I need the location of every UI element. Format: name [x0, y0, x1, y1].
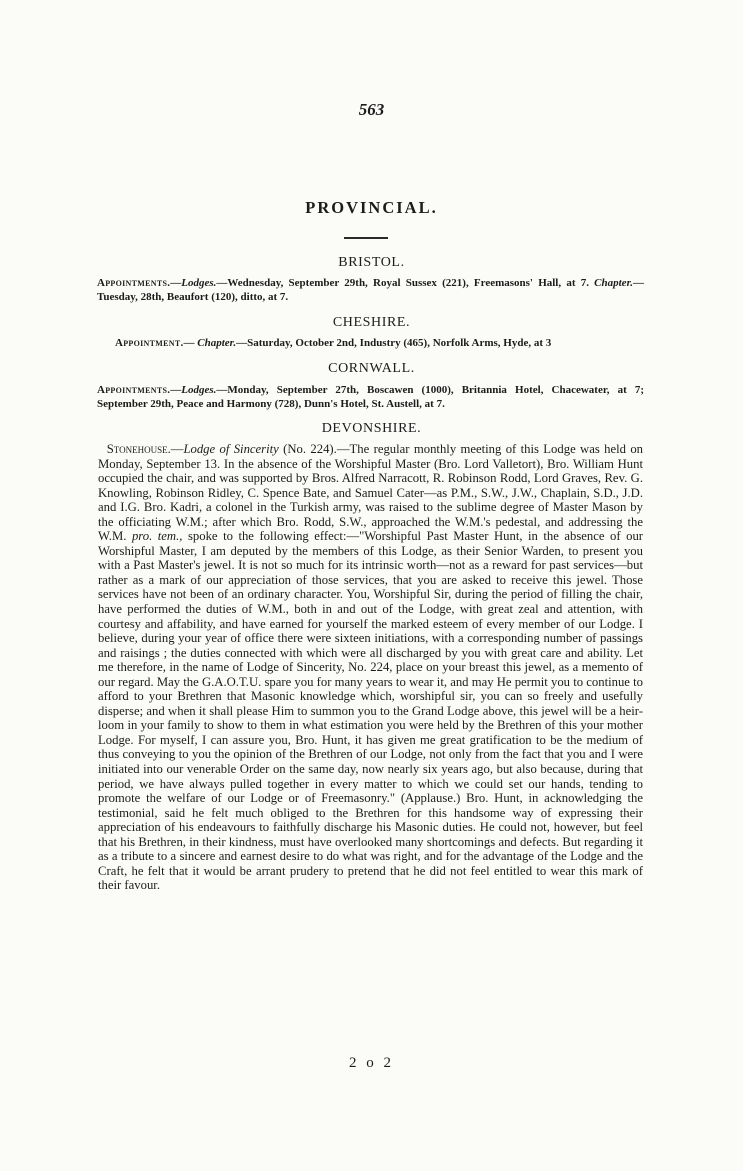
cheshire-chapter-text: Saturday, October 2nd, Industry (465), Norfolk Arms, Hyde, at 3	[247, 337, 552, 349]
printer-signature: 2 o 2	[349, 1055, 394, 1071]
cornwall-appointments: Appointments.—Lodges.—Monday, September 27th, Boscawen (1000), Britannia Hotel, Chacewater, at 7; September 29th, Peace and Harmony (728), Dunn's Hotel, St. Austell, at 7.	[97, 384, 644, 410]
title-rule	[344, 237, 388, 239]
section-heading-cheshire: CHESHIRE.	[332, 315, 411, 330]
appointments-label: Appointments.	[97, 384, 171, 396]
lodges-label: Lodges.	[181, 277, 217, 289]
page-title: PROVINCIAL.	[305, 198, 438, 217]
chapter-label: Chapter.	[197, 337, 237, 349]
section-heading-bristol: BRISTOL.	[338, 255, 405, 270]
appointments-label: Appointments.	[97, 277, 171, 289]
section-heading-devonshire: DEVONSHIRE.	[321, 421, 422, 436]
cornwall-lodges-text: Monday, September 27th, Boscawen (1000), Britannia Hotel, Chacewater, at 7; September 29th, Peace and Harmony (728), Dunn's Hotel, St. Austell, at 7.	[97, 384, 644, 410]
bristol-lodges-text: Wednesday, September 29th, Royal Sussex (221), Freemasons' Hall, at 7.	[227, 277, 589, 289]
report-body-part2: spoke to the following effect:—"Worshipful Past Master Hunt, in the absence of our Worshipful Master, I am deputed by the members of this Lodge, as their Senior Warden, to present you with a Past Master's jewel. It is not so much for its intrinsic worth—not as a reward for past services—but rather as a mark of our appreciation of those services, that you are asked to receive this jewel. Those services have not been of an ordinary character. You, Worshipful Sir, during the period of filling the chair, have performed the duties of W.M., both in and out of the Lodge, with great zeal and attention, with courtesy and affability, and have earned for yourself the marked esteem of every member of our Lodge. I believe, during your year of office there were sixteen initiations, with a corresponding number of passings and raisings ; the duties connected with which were all discharged by you with great care and ability. Let me therefore, in the name of Lodge of Sincerity, No. 224, place on your breast this jewel, as a memento of our regard. May the G.A.O.T.U. spare you for many years to wear it, and may He permit you to continue to afford to your Brethren that Masonic knowledge which, worshipful sir, you can so freely and usefully disperse; and when it shall please Him to summon you to the Grand Lodge above, this jewel will be a heir-loom in your family to show to them in what estimation you were held by the Brethren of this your mother Lodge. For myself, I can assure you, Bro. Hunt, it has given me great gratification to be the medium of thus conveying to you the opinion of the Brethren of our Lodge, not only from the fact that you and I were initiated into our venerable Order on the same day, now nearly six years ago, but also because, during that period, we have always pulled together in every matter to which we could set our hands, tending to promote the welfare of our Lodge or of Freemasonry." (Applause.) Bro. Hunt, in acknowledging the testimonial, said he felt much obliged to the Brethren for this handsome way of expressing their appreciation of his endeavours to faithfully discharge his Masonic duties. He could not, however, but feel that his Brethren, in their kindness, must have overlooked many shortcomings and defects. But regarding it as a tribute to a sincere and earnest desire to do what was right, and for the advantage of the Lodge and the Craft, he felt that it would be arrant prudery to pretend that he did not feel entitled to wear this mark of their favour.	[98, 529, 644, 893]
lodge-number: (No. 224).	[283, 442, 337, 456]
report-body-part1: The regular monthly meeting of this Lodge was held on Monday, September 13. In the absence of the Worshipful Master (Bro. Lord Valletort), Bro. William Hunt occupied the chair, and was supported by Bros. Alfred Narracott, R. Robinson Rodd, Lord Graves, Rev. G. Knowling, Robinson Ridley, C. Spence Bate, and Samuel Cater—as P.M., S.W., J.W., Chaplain, S.D., J.D. and I.G. Bro. Kadri, a colonel in the Turkish army, was raised to the sublime degree of Master Mason by the officiating W.M.; after which Bro. Rodd, S.W., approached the W.M.'s pedestal, and addressing the W.M.	[98, 442, 644, 544]
appointment-label: Appointment.	[115, 337, 184, 349]
pro-tem-note: pro. tem.,	[131, 529, 183, 544]
place-name: Stonehouse.	[106, 442, 171, 456]
bristol-chapter-text: Tuesday, 28th, Beaufort (120), ditto, at 7.	[97, 291, 289, 303]
devonshire-report: Stonehouse.—Lodge of Sincerity (No. 224).—The regular monthly meeting of this Lodge was held on Monday, September 13. In the absence of the Worshipful Master (Bro. Lord Valletort), Bro. William Hunt occupied the chair, and was supported by Bros. Alfred Narracott, R. Robinson Rodd, Lord Graves, Rev. G. Knowling, Robinson Ridley, C. Spence Bate, and Samuel Cater—as P.M., S.W., J.W., Chaplain, S.D., J.D. and I.G. Bro. Kadri, a colonel in the Turkish army, was raised to the sublime degree of Master Mason by the officiating W.M.; after which Bro. Rodd, S.W., approached the W.M.'s pedestal, and addressing the W.M. pro. tem., spoke to the following effect:—"Worshipful Past Master Hunt, in the absence of our Worshipful Master, I am deputed by the members of this Lodge, as their Senior Warden, to present you with a Past Master's jewel. It is not so much for its intrinsic worth—not as a reward for past services—but rather as a mark of our appreciation of those services, that you are asked to receive this jewel. Those services have not been of an ordinary character. You, Worshipful Sir, during the period of filling the chair, have performed the duties of W.M., both in and out of the Lodge, with great zeal and attention, with courtesy and affability, and have earned for yourself the marked esteem of every member of our Lodge. I believe, during your year of office there were sixteen initiations, with a corresponding number of passings and raisings ; the duties connected with which were all discharged by you with great care and ability. Let me therefore, in the name of Lodge of Sincerity, No. 224, place on your breast this jewel, as a memento of our regard. May the G.A.O.T.U. spare you for many years to wear it, and may He permit you to continue to afford to your Brethren that Masonic knowledge which, worshipful sir, you can so freely and usefully disperse; and when it shall please Him to summon you to the Grand Lodge above, this jewel will be a heir-loom in your family to show to them in what estimation you were held by the Brethren of this your mother Lodge. For myself, I can assure you, Bro. Hunt, it has given me great gratification to be the medium of thus conveying to you the opinion of the Brethren of our Lodge, not only from the fact that you and I were initiated into our venerable Order on the same day, now nearly six years ago, but also because, during that period, we have always pulled together in every matter to which we could set our hands, tending to promote the welfare of our Lodge or of Freemasonry." (Applause.) Bro. Hunt, in acknowledging the testimonial, said he felt much obliged to the Brethren for this handsome way of expressing their appreciation of his endeavours to faithfully discharge his Masonic duties. He could not, however, but feel that his Brethren, in their kindness, must have overlooked many shortcomings and defects. But regarding it as a tribute to a sincere and earnest desire to do what was right, and for the advantage of the Lodge and the Craft, he felt that it would be arrant prudery to pretend that he did not feel entitled to wear this mark of their favour.	[98, 442, 644, 893]
bristol-appointments: Appointments.—Lodges.—Wednesday, September 29th, Royal Sussex (221), Freemasons' Hall, at 7. Chapter.—Tuesday, 28th, Beaufort (120), ditto, at 7.	[97, 277, 644, 303]
page-number: 563	[358, 100, 385, 119]
section-heading-cornwall: CORNWALL.	[328, 361, 415, 376]
cheshire-appointment: Appointment.— Chapter.—Saturday, October 2nd, Industry (465), Norfolk Arms, Hyde, at 3	[115, 337, 552, 349]
lodges-label: Lodges.	[181, 384, 217, 396]
chapter-label: Chapter.	[594, 277, 633, 289]
lodge-name: Lodge of Sincerity	[183, 442, 279, 456]
